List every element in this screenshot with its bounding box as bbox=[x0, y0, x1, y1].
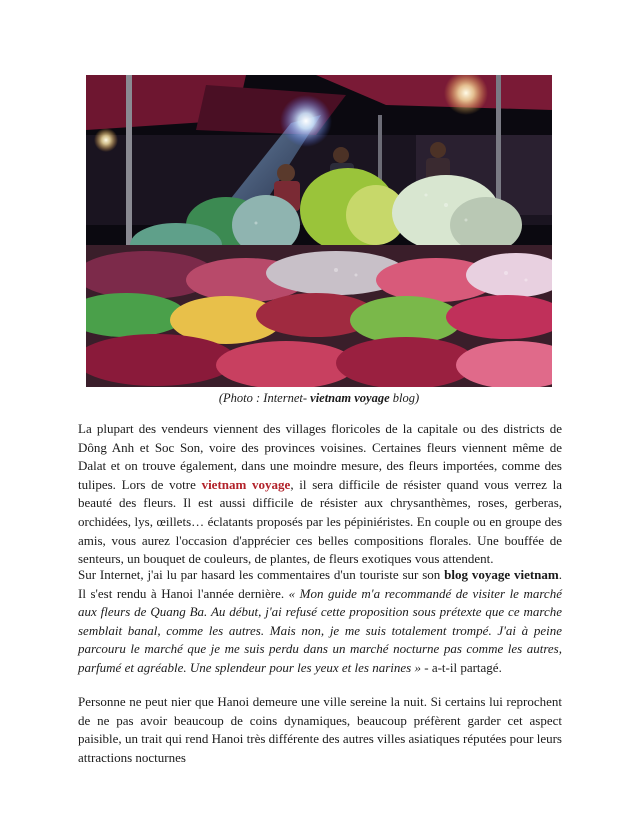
blog-voyage-vietnam: blog voyage vietnam bbox=[444, 567, 559, 582]
photo-caption bbox=[0, 391, 638, 406]
p1-text-1: La plupart des vendeurs viennent des villages floricoles de la capitale ou des districts de Dông Anh et Soc Son, voire des provinces voisines. Certaines fleurs viennent même de Dalat et on trouve également, dans une moindre mesure, des fleurs importées, comme des tulipes. Lors de votre bbox=[78, 421, 562, 492]
p2-quote: « Mon guide m'a recommandé de visiter le marché aux fleurs de Quang Ba. Au début, j'ai refusé cette proposition sous prétexte que ce marche semblait banal, comme les autres. Mais non, je me suis totalement trompé. J'ai à peine parcouru le marché que je me suis perdu dans un marché nocturne pas comme les autres, parfumé et agréable. Une splendeur pour les yeux et les narines » bbox=[78, 585, 562, 675]
paragraph-3: Personne ne peut nier que Hanoi demeure une ville sereine la nuit. Si certains lui reprochent de ne pas avoir beaucoup de coins dynamiques, beaucoup préfèrent garder cet aspect paisible, un trait qui rend Hanoi très différente des autres villes asiatiques réputées pour leurs attractions nocturnes bbox=[78, 694, 562, 765]
p1-text-2: , il sera difficile de résister quand vous verrez la beauté des fleurs. Il est aussi difficile de résister aux chrysanthèmes, roses, gerberas, orchidées, lys, œillets… éclatants proposés par les pépiniéristes. En couple ou en groupe des amis, vous aurez l'occasion d'apprécier ces belles compositions florales. Une bouffée de senteurs, un bouquet de couleurs, de plantes, de fleurs exotiques vous attendent. bbox=[78, 476, 562, 567]
flower-market-photo bbox=[86, 75, 552, 387]
p2-text-1: Sur Internet, j'ai lu par hasard les commentaires d'un touriste sur son bbox=[78, 567, 445, 582]
caption-after: blog) bbox=[389, 391, 420, 405]
vietnam-voyage-link[interactable]: vietnam voyage bbox=[201, 476, 291, 492]
p2-text-2: . Il s'est rendu à Hanoi l'année dernière. bbox=[78, 567, 562, 601]
caption-bold: vietnam voyage bbox=[310, 391, 390, 405]
paragraph-1 bbox=[78, 420, 562, 569]
paragraph-2 bbox=[78, 566, 562, 678]
caption-before: (Photo : Internet- bbox=[218, 391, 311, 405]
p2-text-3: - a-t-il partagé. bbox=[420, 659, 502, 675]
